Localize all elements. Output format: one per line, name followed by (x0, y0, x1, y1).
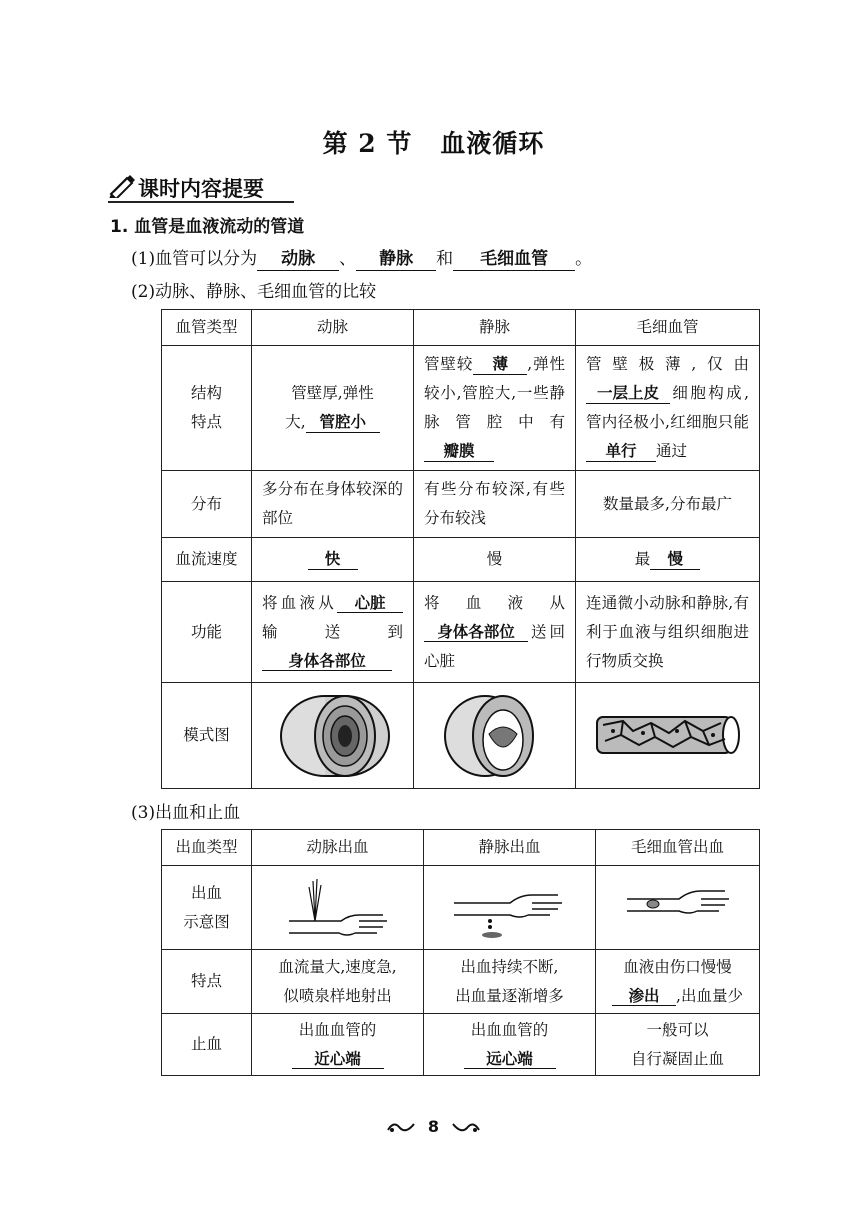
comparison-caption: (2)动脉、静脉、毛细血管的比较 (131, 282, 377, 302)
table-row-structure: 结构 特点 管壁厚,弹性 大, 管腔小 管壁较 薄 ,弹性较小,管腔大,一些静脉管腔中有瓣膜 管壁极薄,仅由一层上皮 细胞构成,管内径极小,红细胞只能单行 通过 (162, 346, 760, 471)
capillary-bleeding-image (623, 873, 733, 943)
point-1-heading: 1. 血管是血液流动的管道 (110, 217, 305, 237)
table-row-function: 功能 将血液从 心脏输送到身体各部位 将血液从身体各部位 送回心脏 连通微小动脉和静脉,有利于血液与组织细胞进行物质交换 (162, 582, 760, 683)
table-header-row: 出血类型 动脉出血 静脉出血 毛细血管出血 (162, 830, 760, 866)
pencil-icon (108, 172, 136, 198)
heading-rule (108, 201, 294, 203)
vessel-comparison-table (161, 309, 760, 789)
table-row-diagram: 出血 示意图 (162, 866, 760, 950)
right-ornament-icon (451, 1120, 481, 1134)
vessel-types-line: (1)血管可以分为 动脉 、 静脉 和 毛细血管 。 (131, 249, 593, 269)
blank-artery: 动脉 (257, 250, 339, 271)
table-row-features: 特点 血流量大,速度急, 似喷泉样地射出 出血持续不断, 出血量逐渐增多 血液由伤口慢慢 渗出 ,出血量少 (162, 950, 760, 1014)
page-title: 第 2 节 血液循环 (322, 129, 545, 158)
table-row-stop-bleeding: 止血 出血血管的 近心端 出血血管的 远心端 一般可以 自行凝固止血 (162, 1014, 760, 1076)
table-row-distribution: 分布 多分布在身体较深的部位 有些分布较深,有些分布较浅 数量最多,分布最广 (162, 471, 760, 538)
table-row-speed: 血流速度 快 慢 最 慢 (162, 538, 760, 582)
bleeding-caption: (3)出血和止血 (131, 803, 241, 823)
page-number: 8 (427, 1117, 440, 1136)
capillary-image (593, 711, 743, 761)
page-footer (0, 1116, 867, 1136)
table-row-diagram: 模式图 (162, 683, 760, 789)
artery-cross-section-image (273, 690, 393, 782)
vein-cross-section-image (435, 690, 555, 782)
blank-capillary: 毛细血管 (453, 250, 575, 271)
blank-vein: 静脉 (356, 250, 436, 271)
left-ornament-icon (386, 1120, 416, 1134)
bleeding-table (161, 829, 760, 1076)
table-header-row: 血管类型 动脉 静脉 毛细血管 (162, 310, 760, 346)
arterial-bleeding-image (283, 873, 393, 943)
venous-bleeding-image (450, 873, 570, 943)
